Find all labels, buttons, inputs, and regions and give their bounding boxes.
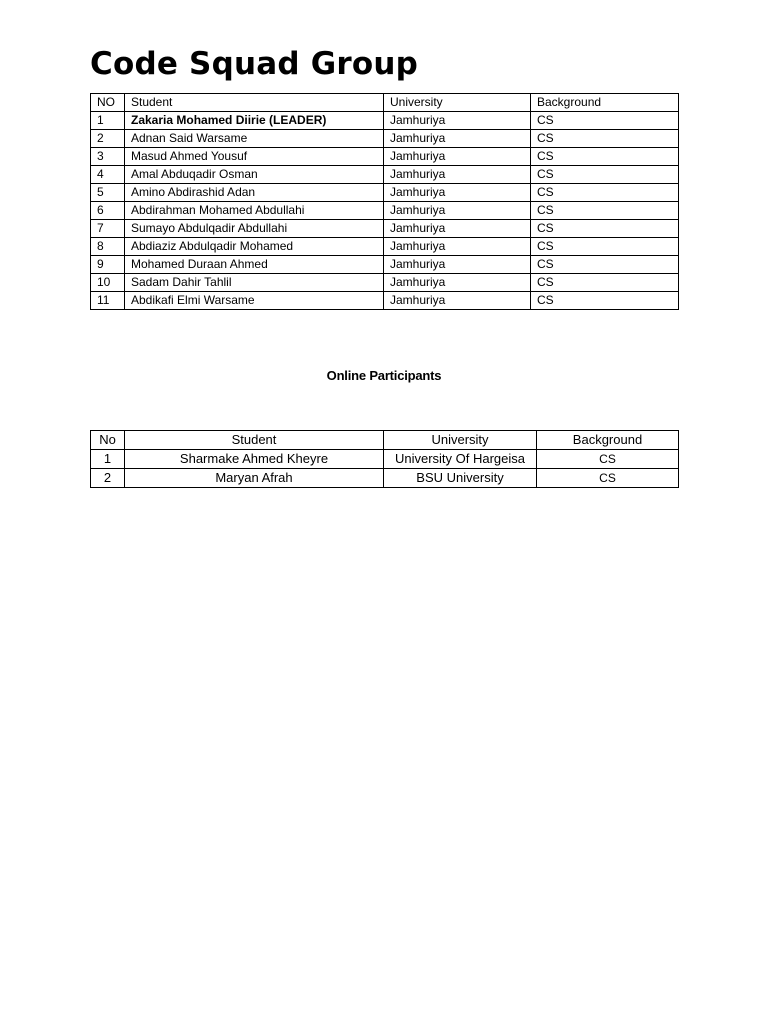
cell-student: Amal Abduqadir Osman xyxy=(125,166,384,184)
online-participants-heading: Online Participants xyxy=(326,368,442,383)
cell-student-leader: Zakaria Mohamed Diirie (LEADER) xyxy=(125,112,384,130)
cell-university: BSU University xyxy=(384,469,537,488)
cell-background: CS xyxy=(531,112,679,130)
cell-background: CS xyxy=(531,220,679,238)
cell-student: Abdikafi Elmi Warsame xyxy=(125,292,384,310)
cell-student: Masud Ahmed Yousuf xyxy=(125,148,384,166)
cell-no: 2 xyxy=(91,469,125,488)
cell-university: Jamhuriya xyxy=(384,148,531,166)
header-background: Background xyxy=(531,94,679,112)
cell-background: CS xyxy=(531,256,679,274)
cell-no: 3 xyxy=(91,148,125,166)
header-university: University xyxy=(384,94,531,112)
online-participants-table xyxy=(90,430,679,488)
cell-no: 9 xyxy=(91,256,125,274)
cell-no: 10 xyxy=(91,274,125,292)
cell-university: Jamhuriya xyxy=(384,166,531,184)
cell-background: CS xyxy=(537,469,679,488)
cell-background: CS xyxy=(531,184,679,202)
table-row xyxy=(91,202,679,220)
table-row xyxy=(91,184,679,202)
cell-student: Sumayo Abdulqadir Abdullahi xyxy=(125,220,384,238)
cell-student: Sadam Dahir Tahlil xyxy=(125,274,384,292)
cell-no: 1 xyxy=(91,112,125,130)
table-row xyxy=(91,256,679,274)
table-row xyxy=(91,166,679,184)
cell-student: Abdiaziz Abdulqadir Mohamed xyxy=(125,238,384,256)
cell-university: Jamhuriya xyxy=(384,256,531,274)
cell-university: Jamhuriya xyxy=(384,292,531,310)
table-row xyxy=(91,220,679,238)
header-background: Background xyxy=(537,431,679,450)
cell-no: 7 xyxy=(91,220,125,238)
table-row xyxy=(91,238,679,256)
cell-no: 8 xyxy=(91,238,125,256)
table-row xyxy=(91,450,679,469)
cell-student: Mohamed Duraan Ahmed xyxy=(125,256,384,274)
cell-no: 5 xyxy=(91,184,125,202)
cell-university: Jamhuriya xyxy=(384,184,531,202)
header-student: Student xyxy=(125,431,384,450)
cell-background: CS xyxy=(531,274,679,292)
cell-background: CS xyxy=(531,238,679,256)
cell-university: Jamhuriya xyxy=(384,202,531,220)
header-no: NO xyxy=(91,94,125,112)
cell-student: Adnan Said Warsame xyxy=(125,130,384,148)
cell-no: 11 xyxy=(91,292,125,310)
cell-student: Maryan Afrah xyxy=(125,469,384,488)
cell-university: Jamhuriya xyxy=(384,238,531,256)
table-header-row xyxy=(91,94,679,112)
cell-student: Amino Abdirashid Adan xyxy=(125,184,384,202)
cell-university: Jamhuriya xyxy=(384,220,531,238)
cell-background: CS xyxy=(531,202,679,220)
cell-university: Jamhuriya xyxy=(384,130,531,148)
page-title: Code Squad Group xyxy=(90,46,419,82)
cell-no: 2 xyxy=(91,130,125,148)
cell-student: Abdirahman Mohamed Abdullahi xyxy=(125,202,384,220)
cell-university: University Of Hargeisa xyxy=(384,450,537,469)
header-student: Student xyxy=(125,94,384,112)
table-row xyxy=(91,292,679,310)
table-row xyxy=(91,148,679,166)
cell-background: CS xyxy=(531,166,679,184)
header-no: No xyxy=(91,431,125,450)
header-university: University xyxy=(384,431,537,450)
cell-no: 1 xyxy=(91,450,125,469)
table-row xyxy=(91,130,679,148)
cell-background: CS xyxy=(537,450,679,469)
table-row xyxy=(91,274,679,292)
cell-background: CS xyxy=(531,148,679,166)
cell-no: 6 xyxy=(91,202,125,220)
cell-university: Jamhuriya xyxy=(384,274,531,292)
main-participants-table xyxy=(90,93,679,310)
cell-student: Sharmake Ahmed Kheyre xyxy=(125,450,384,469)
cell-university: Jamhuriya xyxy=(384,112,531,130)
table-row xyxy=(91,112,679,130)
cell-background: CS xyxy=(531,292,679,310)
table-row xyxy=(91,469,679,488)
cell-background: CS xyxy=(531,130,679,148)
table-header-row xyxy=(91,431,679,450)
cell-no: 4 xyxy=(91,166,125,184)
